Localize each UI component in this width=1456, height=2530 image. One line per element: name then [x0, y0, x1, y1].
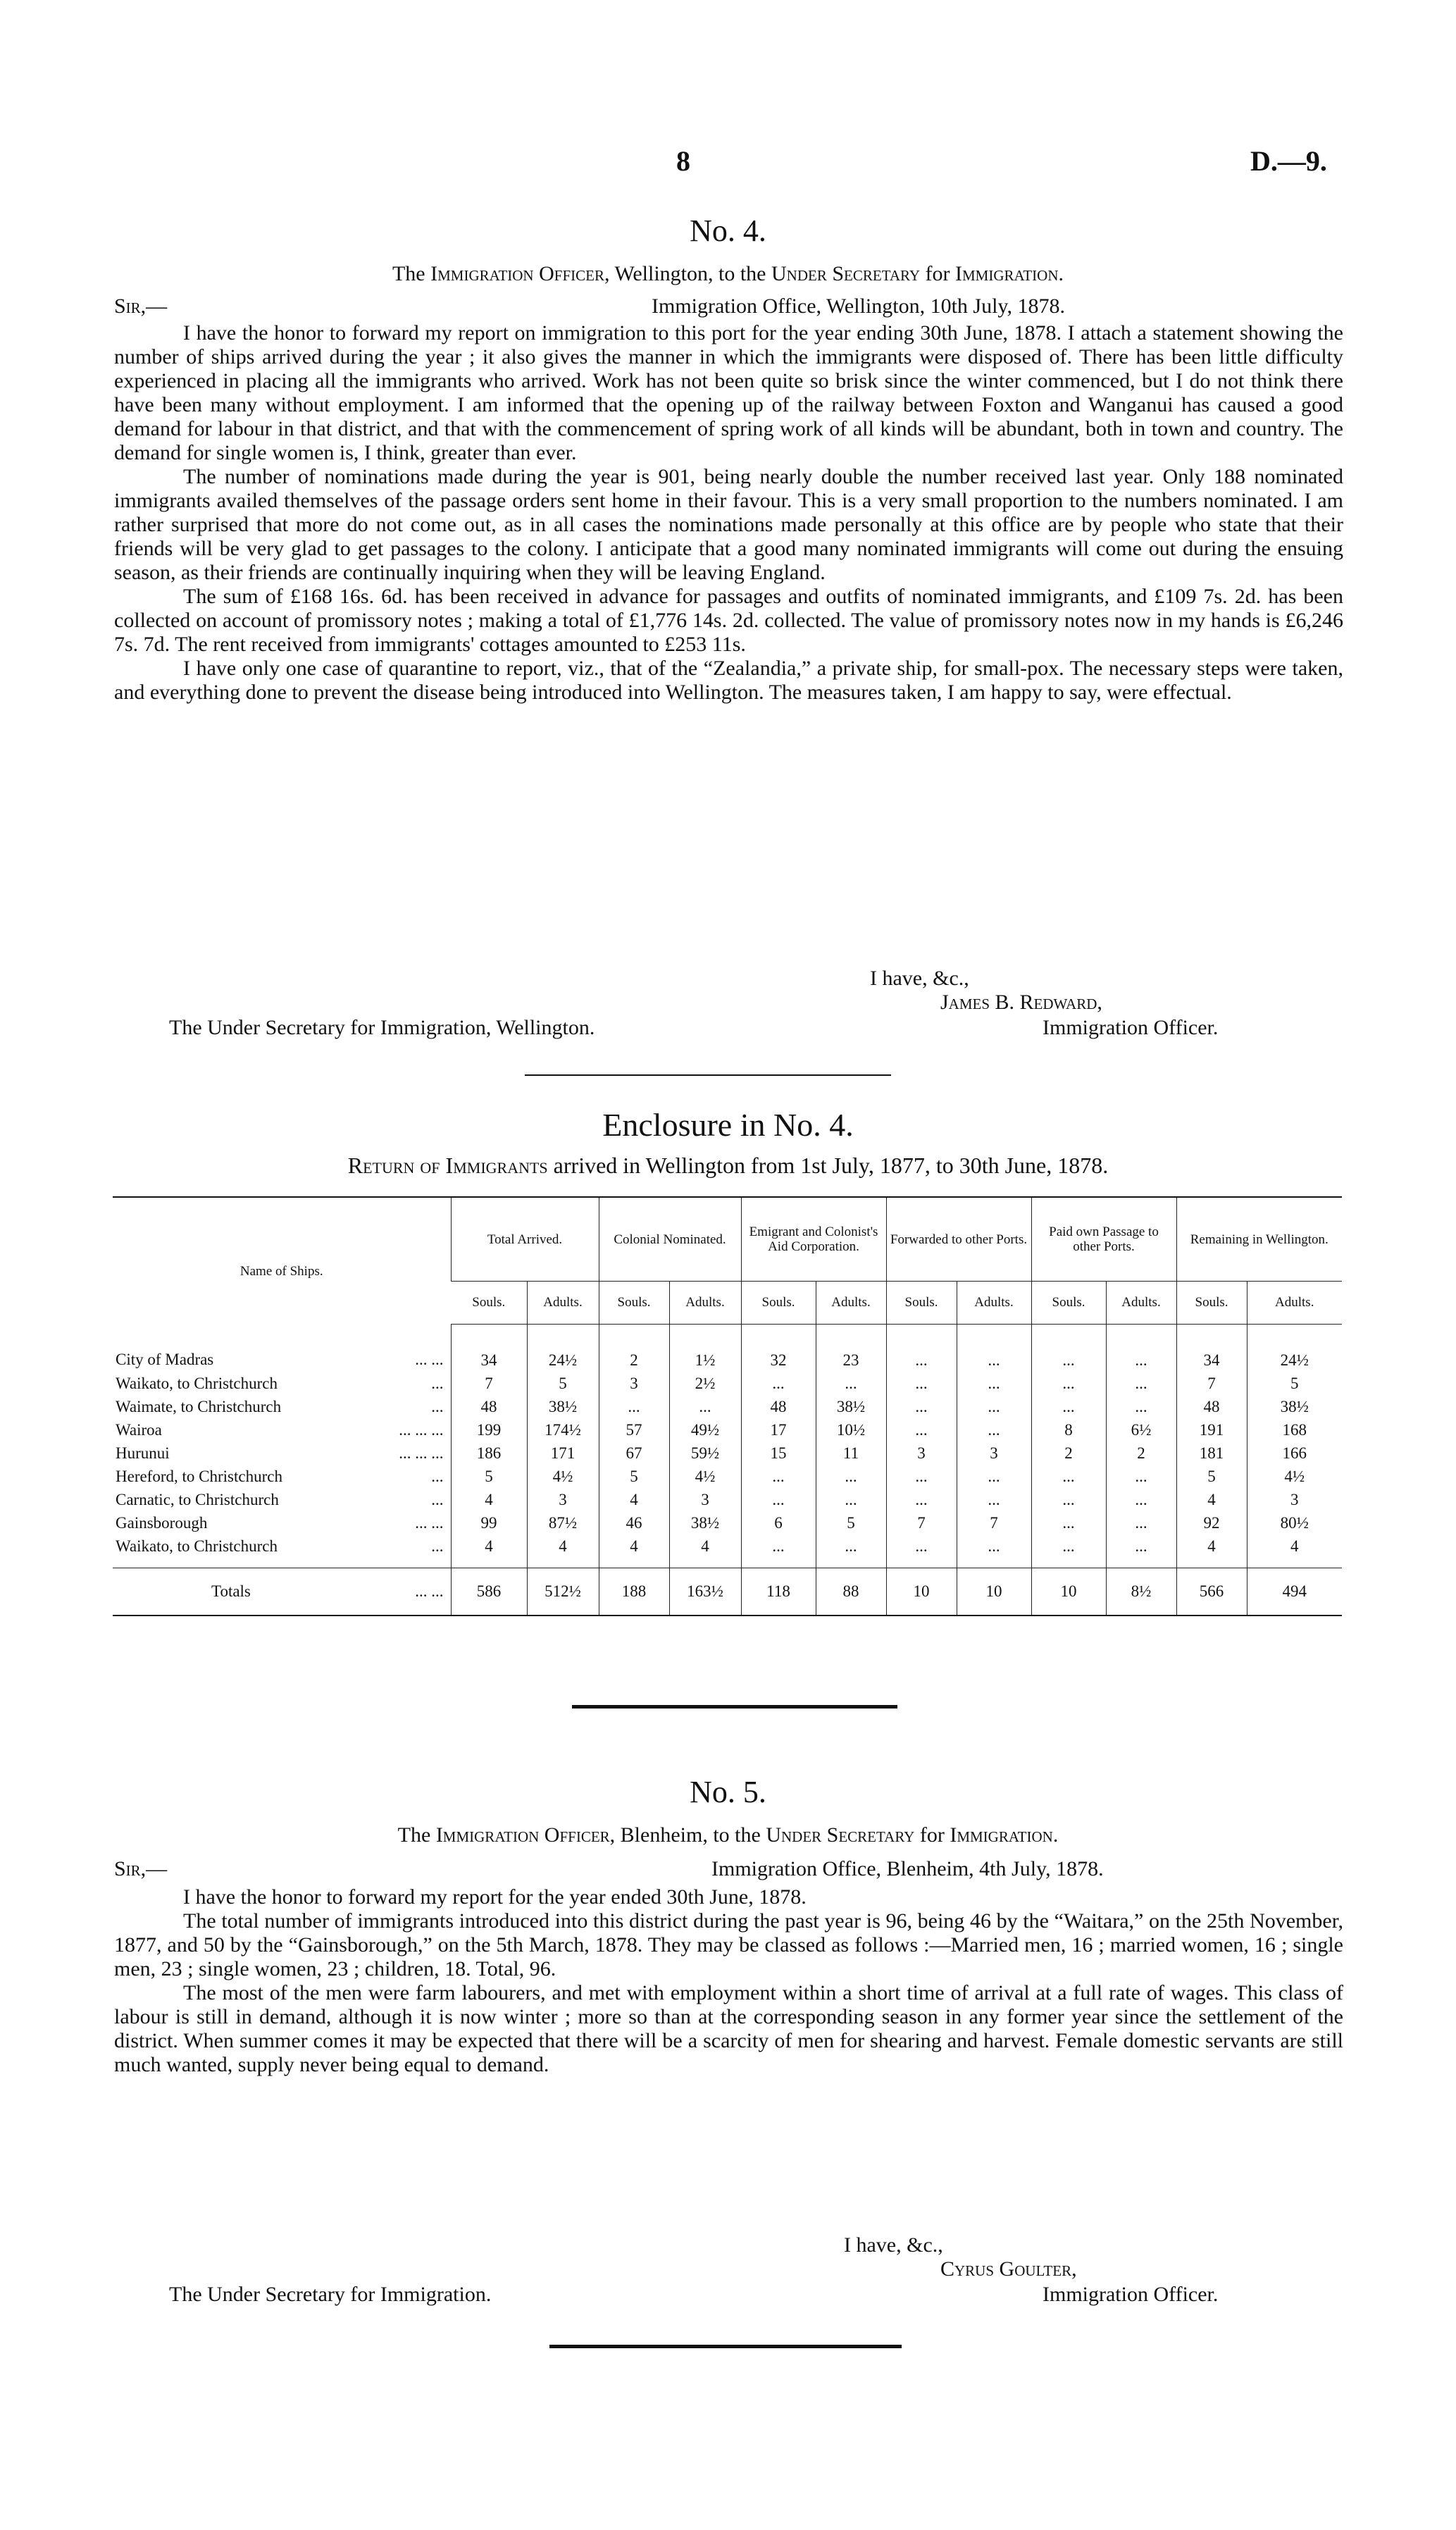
column-header-ships: Name of Ships. — [113, 1197, 451, 1325]
leader-dots: ... ... — [415, 1513, 444, 1532]
totals-cell: 188 — [599, 1568, 669, 1616]
table-cell: 87½ — [527, 1511, 599, 1534]
subject-comma: , — [708, 262, 714, 285]
letter-4-address-date: Immigration Office, Wellington, 10th July, 1878. — [652, 294, 1065, 318]
column-header-adults: Adults. — [1247, 1282, 1342, 1325]
table-cell: 15 — [741, 1441, 816, 1465]
table-cell: 168 — [1247, 1418, 1342, 1441]
table-cell: ... — [1031, 1511, 1106, 1534]
table-row — [113, 1465, 1342, 1488]
table-cell: ... — [1106, 1325, 1176, 1372]
subject-word: for — [925, 262, 950, 285]
subject-to: Under Secretary — [766, 1823, 915, 1847]
table-cell: 23 — [816, 1325, 886, 1372]
ship-name: Carnatic, to Christchurch — [116, 1490, 279, 1508]
table-cell: ... — [957, 1418, 1031, 1441]
table-cell: 4 — [1247, 1534, 1342, 1568]
subject-word: for — [919, 1823, 945, 1847]
table-row — [113, 1534, 1342, 1568]
table-cell: ... — [1106, 1534, 1176, 1568]
ship-name-cell — [113, 1395, 451, 1418]
table-cell: 67 — [599, 1441, 669, 1465]
table-cell: ... — [886, 1488, 957, 1511]
table-cell: 4½ — [1247, 1465, 1342, 1488]
ship-name-cell — [113, 1372, 451, 1395]
ship-name: Waikato, to Christchurch — [116, 1537, 278, 1555]
table-cell: 5 — [451, 1465, 527, 1488]
table-cell: 5 — [1247, 1372, 1342, 1395]
table-cell: ... — [1106, 1372, 1176, 1395]
table-cell: 4½ — [669, 1465, 741, 1488]
ship-name-cell — [113, 1465, 451, 1488]
letter-5-number: No. 5. — [690, 1775, 766, 1809]
table-cell: 3 — [669, 1488, 741, 1511]
table-cell: 24½ — [1247, 1325, 1342, 1372]
table-cell: 92 — [1176, 1511, 1247, 1534]
table-cell: ... — [886, 1372, 957, 1395]
table-cell: ... — [886, 1395, 957, 1418]
table-cell: 4 — [451, 1488, 527, 1511]
subject-word: The — [397, 1823, 431, 1847]
letter-4-number: No. 4. — [690, 213, 766, 248]
table-cell: ... — [816, 1372, 886, 1395]
table-cell: 5 — [1176, 1465, 1247, 1488]
paragraph: I have the honor to forward my report for the year ended 30th June, 1878. — [183, 1885, 807, 1909]
column-header-remaining: Remaining in Wellington. — [1176, 1197, 1342, 1282]
ship-name: Gainsborough — [116, 1513, 208, 1532]
table-cell: 6 — [741, 1511, 816, 1534]
letter-4-signer: James B. Redward, — [940, 991, 1102, 1014]
ship-name-cell — [113, 1418, 451, 1441]
table-cell: 57 — [599, 1418, 669, 1441]
subject-from: Immigration Officer — [435, 1823, 610, 1847]
subject-from: Immigration Officer — [430, 262, 604, 285]
totals-cell: 118 — [741, 1568, 816, 1616]
subject-suffix: Immigration — [950, 1823, 1053, 1847]
letter-4-addressee: The Under Secretary for Immigration, Wellington. — [169, 1016, 595, 1039]
table-cell: ... — [816, 1534, 886, 1568]
table-cell: ... — [886, 1325, 957, 1372]
ship-name-cell — [113, 1325, 451, 1372]
table-cell: 5 — [527, 1372, 599, 1395]
ship-name: Hereford, to Christchurch — [116, 1467, 282, 1485]
table-cell: ... — [599, 1395, 669, 1418]
return-range: arrived in Wellington from 1st July, 1877, to 30th June, 1878. — [553, 1153, 1109, 1178]
column-header-adults: Adults. — [1106, 1282, 1176, 1325]
leader-dots: ... — [431, 1397, 444, 1415]
table-cell: ... — [1031, 1395, 1106, 1418]
table-cell: ... — [1031, 1488, 1106, 1511]
table-cell: 4 — [527, 1534, 599, 1568]
letter-5-subject: The Immigration Officer, Blenheim, to the Under Secretary for Immigration. — [397, 1823, 1059, 1847]
table-cell: 3 — [527, 1488, 599, 1511]
letter-4-signer-title: Immigration Officer. — [1043, 1016, 1219, 1039]
table-cell: 2½ — [669, 1372, 741, 1395]
column-header-total-arrived: Total Arrived. — [451, 1197, 599, 1282]
table-cell: 7 — [1176, 1372, 1247, 1395]
leader-dots: ... ... — [415, 1351, 444, 1369]
ship-name-cell — [113, 1534, 451, 1568]
table-cell: ... — [1106, 1511, 1176, 1534]
ship-name: Waikato, to Christchurch — [116, 1374, 278, 1392]
leader-dots: ... ... ... — [399, 1420, 444, 1439]
page-number: 8 — [676, 145, 690, 177]
table-row — [113, 1395, 1342, 1418]
table-cell: ... — [741, 1534, 816, 1568]
subject-comma: , — [604, 262, 610, 285]
table-cell: ... — [1031, 1465, 1106, 1488]
table-cell: 17 — [741, 1418, 816, 1441]
letter-5-addressee: The Under Secretary for Immigration. — [169, 2283, 492, 2306]
table-cell: 5 — [816, 1511, 886, 1534]
section-divider — [572, 1705, 897, 1709]
table-cell: 38½ — [1247, 1395, 1342, 1418]
totals-cell: 10 — [886, 1568, 957, 1616]
enclosure-subtitle — [85, 1153, 1371, 1179]
table-cell: 2 — [1106, 1441, 1176, 1465]
totals-cell: 10 — [1031, 1568, 1106, 1616]
leader-dots: ... — [431, 1467, 444, 1485]
leader-dots: ... — [431, 1490, 444, 1508]
table-cell: 191 — [1176, 1418, 1247, 1441]
subject-place: Wellington — [614, 262, 709, 285]
table-cell: ... — [816, 1465, 886, 1488]
table-cell: ... — [741, 1488, 816, 1511]
table-cell: ... — [1106, 1395, 1176, 1418]
column-header-souls: Souls. — [599, 1282, 669, 1325]
column-header-adults: Adults. — [527, 1282, 599, 1325]
totals-row — [113, 1568, 1342, 1616]
leader-dots: ... — [431, 1374, 444, 1392]
table-cell: 4 — [599, 1488, 669, 1511]
column-header-adults: Adults. — [957, 1282, 1031, 1325]
table-cell: 11 — [816, 1441, 886, 1465]
table-cell: ... — [741, 1465, 816, 1488]
table-cell: 38½ — [669, 1511, 741, 1534]
table-cell: 171 — [527, 1441, 599, 1465]
table-row — [113, 1511, 1342, 1534]
totals-cell: 8½ — [1106, 1568, 1176, 1616]
table-cell: 4 — [1176, 1488, 1247, 1511]
letter-4-subject: The Immigration Officer, Wellington, to the Under Secretary for Immigration. — [392, 262, 1064, 285]
table-cell: ... — [886, 1418, 957, 1441]
ship-name: Hurunui — [116, 1444, 170, 1462]
table-cell: 3 — [886, 1441, 957, 1465]
table-cell: ... — [669, 1395, 741, 1418]
letter-5-signer-title: Immigration Officer. — [1043, 2283, 1219, 2306]
enclosure-title: Enclosure in No. 4. — [602, 1107, 854, 1143]
table-row — [113, 1325, 1342, 1372]
subject-to: Under Secretary — [771, 262, 921, 285]
table-cell: ... — [816, 1488, 886, 1511]
table-cell: 174½ — [527, 1418, 599, 1441]
table-row — [113, 1418, 1342, 1441]
document-reference: D.—9. — [1250, 145, 1327, 177]
table-cell: 10½ — [816, 1418, 886, 1441]
totals-cell: 494 — [1247, 1568, 1342, 1616]
letter-5-address-date: Immigration Office, Blenheim, 4th July, 1878. — [711, 1857, 1104, 1880]
letter-4-closing: I have, &c., — [870, 967, 969, 990]
column-header-aid-corporation: Emigrant and Colonist's Aid Corporation. — [741, 1197, 886, 1282]
table-cell: 1½ — [669, 1325, 741, 1372]
totals-text: Totals — [211, 1582, 251, 1600]
table-cell: 4 — [599, 1534, 669, 1568]
column-header-forwarded: Forwarded to other Ports. — [886, 1197, 1031, 1282]
paragraph: I have the honor to forward my report on immigration to this port for the year ending 30th June, 1878. I attach a statement showing the number of ships arrived during the year ; it also gives the manner in which the immigrants were disposed of. There has been little difficulty experienced in placing all the immigrants who arrived. Work has not been quite so brisk since the winter commenced, but I do not think there have been many without employment. I am informed that the opening up of the railway between Foxton and Wanganui has caused a good demand for labour in that district, and that with the commencement of spring work of all kinds will be abundant, both in town and country. The demand for single women is, I think, greater than ever. — [114, 321, 1343, 464]
table-cell: ... — [886, 1534, 957, 1568]
leader-dots: ... ... — [415, 1582, 444, 1600]
ship-name: Wairoa — [116, 1420, 162, 1439]
subject-word: to the — [713, 1823, 761, 1847]
table-cell: 38½ — [816, 1395, 886, 1418]
table-cell: 34 — [1176, 1325, 1247, 1372]
table-cell: 34 — [451, 1325, 527, 1372]
column-header-souls: Souls. — [741, 1282, 816, 1325]
table-cell: 4 — [1176, 1534, 1247, 1568]
paragraph: The total number of immigrants introduced into this district during the past year is 96, being 46 by the “Waitara,” on the 25th November, 1877, and 50 by the “Gainsborough,” on the 5th March, 1878. They may be classed as follows :—Married men, 16 ; married women, 16 ; single men, 23 ; single women, 23 ; children, 18. Total, 96. — [114, 1909, 1343, 1980]
return-label: Return of Immigrants — [347, 1153, 548, 1178]
table-cell: ... — [1031, 1372, 1106, 1395]
table-cell: 3 — [1247, 1488, 1342, 1511]
table-cell: 24½ — [527, 1325, 599, 1372]
table-cell: 49½ — [669, 1418, 741, 1441]
table-cell: ... — [1031, 1534, 1106, 1568]
table-cell: 7 — [957, 1511, 1031, 1534]
column-header-souls: Souls. — [886, 1282, 957, 1325]
table-cell: 6½ — [1106, 1418, 1176, 1441]
table-row — [113, 1372, 1342, 1395]
section-divider — [525, 1074, 891, 1076]
ship-name-cell — [113, 1441, 451, 1465]
column-header-souls: Souls. — [1176, 1282, 1247, 1325]
table-cell: 186 — [451, 1441, 527, 1465]
table-cell: ... — [1106, 1465, 1176, 1488]
table-cell: 48 — [451, 1395, 527, 1418]
subject-suffix: Immigration — [955, 262, 1059, 285]
leader-dots: ... ... ... — [399, 1444, 444, 1462]
table-cell: 7 — [886, 1511, 957, 1534]
table-cell: 7 — [451, 1372, 527, 1395]
totals-cell: 10 — [957, 1568, 1031, 1616]
ship-name-cell — [113, 1488, 451, 1511]
column-header-souls: Souls. — [1031, 1282, 1106, 1325]
immigrants-return-table — [113, 1196, 1342, 1616]
totals-cell: 512½ — [527, 1568, 599, 1616]
column-header-adults: Adults. — [669, 1282, 741, 1325]
table-cell: ... — [957, 1372, 1031, 1395]
table-row — [113, 1441, 1342, 1465]
subject-place: Blenheim — [620, 1823, 703, 1847]
table-cell: 3 — [957, 1441, 1031, 1465]
column-header-paid-own-passage: Paid own Passage to other Ports. — [1031, 1197, 1176, 1282]
letter-5-signer: Cyrus Goulter, — [940, 2257, 1077, 2281]
table-cell: 2 — [599, 1325, 669, 1372]
totals-cell: 88 — [816, 1568, 886, 1616]
table-cell: 199 — [451, 1418, 527, 1441]
totals-cell: 566 — [1176, 1568, 1247, 1616]
table-cell: ... — [957, 1534, 1031, 1568]
letter-4-salutation: Sir,— — [114, 294, 168, 318]
table-cell: 4 — [451, 1534, 527, 1568]
table-cell: ... — [957, 1325, 1031, 1372]
table-cell: ... — [957, 1395, 1031, 1418]
table-cell: 2 — [1031, 1441, 1106, 1465]
totals-label — [113, 1568, 451, 1616]
column-header-souls: Souls. — [451, 1282, 527, 1325]
table-cell: ... — [957, 1488, 1031, 1511]
table-body — [113, 1325, 1342, 1568]
totals-cell: 586 — [451, 1568, 527, 1616]
table-cell: ... — [886, 1465, 957, 1488]
table-cell: 3 — [599, 1372, 669, 1395]
table-cell: ... — [741, 1372, 816, 1395]
letter-4-body — [114, 321, 1343, 705]
paragraph: The number of nominations made during the year is 901, being nearly double the number received last year. Only 188 nominated immigrants availed themselves of the passage orders sent home in their favour. This is a very small proportion to the numbers nominated. I am rather surprised that more do not come out, as in all cases the nominations made personally at this office are by people who state that their friends will be very glad to get passages to the colony. I anticipate that a good many nominated immigrants will come out during the ensuing season, as their friends are continually inquiring when they will be leaving England. — [114, 465, 1343, 584]
table-cell: 48 — [741, 1395, 816, 1418]
table-cell: ... — [1031, 1325, 1106, 1372]
table-cell: 4 — [669, 1534, 741, 1568]
table-cell: ... — [957, 1465, 1031, 1488]
subject-comma: , — [702, 1823, 708, 1847]
table-cell: 59½ — [669, 1441, 741, 1465]
table-cell: 4½ — [527, 1465, 599, 1488]
ship-name-cell — [113, 1511, 451, 1534]
table-cell: 38½ — [527, 1395, 599, 1418]
table-cell: 46 — [599, 1511, 669, 1534]
paragraph: I have only one case of quarantine to report, viz., that of the “Zealandia,” a private ship, for small-pox. The necessary steps were taken, and everything done to prevent the disease being introduced into Wellington. The measures taken, I am happy to say, were effectual. — [114, 657, 1343, 704]
ship-name: Waimate, to Christchurch — [116, 1397, 282, 1415]
table-row — [113, 1488, 1342, 1511]
letter-5-salutation: Sir,— — [114, 1857, 168, 1880]
table-cell: 5 — [599, 1465, 669, 1488]
ship-name: City of Madras — [116, 1351, 214, 1369]
letter-5-closing: I have, &c., — [844, 2233, 943, 2257]
table-cell: 32 — [741, 1325, 816, 1372]
table-cell: 181 — [1176, 1441, 1247, 1465]
section-divider — [549, 2345, 902, 2348]
column-header-adults: Adults. — [816, 1282, 886, 1325]
subject-comma: , — [609, 1823, 616, 1847]
table-cell: 99 — [451, 1511, 527, 1534]
paragraph: The sum of £168 16s. 6d. has been received in advance for passages and outfits of nominated immigrants, and £109 7s. 2d. has been collected on account of promissory notes ; making a total of £1,776 14s. 2d. collected. The value of promissory notes now in my hands is £6,246 7s. 7d. The rent received from immigrants' cottages amounted to £253 11s. — [114, 585, 1343, 656]
letter-5-body — [114, 1885, 1343, 2077]
paragraph: The most of the men were farm labourers, and met with employment within a short time of arrival at a full rate of wages. This class of labour is still in demand, although it is now winter ; more so than at the corresponding season in any former year since the settlement of the district. When summer comes it may be expected that there will be a scarcity of men for shearing and harvest. Female domestic servants are still much wanted, supply never being equal to demand. — [114, 1981, 1343, 2076]
table-cell: 48 — [1176, 1395, 1247, 1418]
table-cell: 166 — [1247, 1441, 1342, 1465]
subject-word: The — [392, 262, 425, 285]
table-cell: 8 — [1031, 1418, 1106, 1441]
totals-cell: 163½ — [669, 1568, 741, 1616]
leader-dots: ... — [431, 1537, 444, 1555]
table-cell: 80½ — [1247, 1511, 1342, 1534]
subject-word: to the — [718, 262, 766, 285]
table-cell: ... — [1106, 1488, 1176, 1511]
column-header-colonial-nominated: Colonial Nominated. — [599, 1197, 741, 1282]
